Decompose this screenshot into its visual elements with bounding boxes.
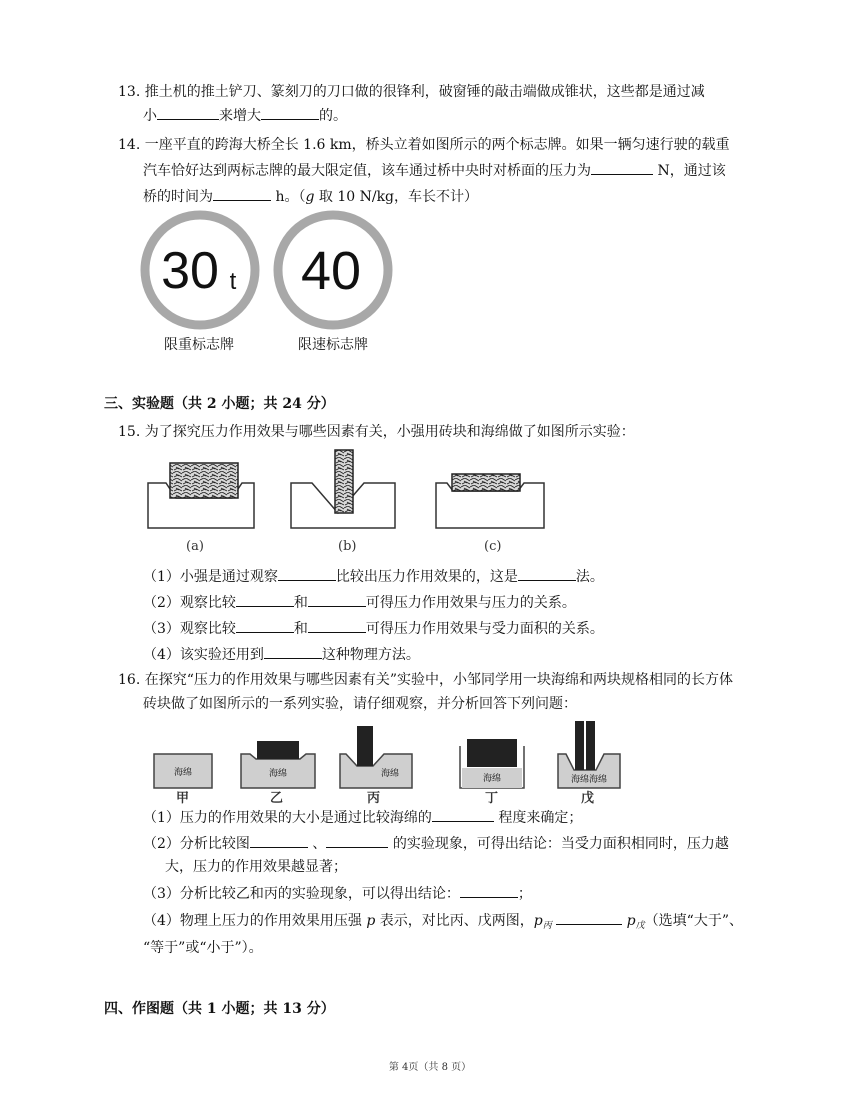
- q16-p4-sub-bing: 丙: [542, 921, 552, 931]
- q15-p2-text-b: 和: [293, 595, 308, 611]
- q14-text-a: 汽车恰好达到两标志牌的最大限定值，该车通过桥中央时对桥面的压力为: [143, 163, 591, 179]
- weight-sign-caption: 限重标志牌: [164, 337, 234, 353]
- q15-p3-blank-1[interactable]: [236, 618, 294, 633]
- q16-wu-sponge-label: 海绵海绵: [570, 775, 608, 785]
- q16-p2-text-a: （2）分析比较图: [143, 836, 250, 852]
- q16-p4-text-a: （4）物理上压力的作用效果用压强: [143, 913, 367, 929]
- q16-p4-p-wu-letter: p: [626, 913, 636, 929]
- q15-p4-text-a: （4）该实验还用到: [143, 647, 264, 663]
- q15-p3-blank-2[interactable]: [308, 618, 366, 633]
- q16-p1-text-a: （1）压力的作用效果的大小是通过比较海绵的: [143, 810, 432, 826]
- weight-sign-unit: t: [229, 268, 237, 295]
- q15-figure: [146, 450, 556, 530]
- q16-fig-ding: [460, 739, 524, 788]
- q16-p2-text-c: 的实验现象，可得出结论：当受力面积相同时，压力越: [388, 836, 729, 852]
- q15-label-c: (c): [484, 539, 502, 554]
- q15-p2-blank-2[interactable]: [308, 592, 366, 607]
- q16-p3-text-b: ；: [517, 886, 532, 902]
- q13-blank-2[interactable]: [261, 105, 319, 120]
- q15-part4: [143, 644, 420, 665]
- page-footer: 第 4页（共 8 页）: [388, 1062, 472, 1073]
- speed-limit-sign: [273, 210, 393, 330]
- q16-p4-blank[interactable]: [556, 910, 622, 925]
- q16-part3: [143, 883, 532, 904]
- q16-p1-blank[interactable]: [432, 807, 494, 822]
- q16-p1-text-b: 程度来确定；: [493, 810, 583, 826]
- q15-p3-text-b: 和: [293, 621, 308, 637]
- q16-p4-sub-wu: 戊: [635, 921, 645, 931]
- section3-title: 三、实验题（共 2 小题；共 24 分）: [104, 396, 335, 412]
- q14-blank-force[interactable]: [591, 160, 653, 175]
- q13-blank-1[interactable]: [157, 105, 219, 120]
- q15-p1-text-a: （1）小强是通过观察: [143, 569, 278, 585]
- q16-label-jia: 甲: [176, 791, 190, 806]
- q14-line2: [143, 160, 726, 181]
- q16-p3-blank[interactable]: [460, 883, 518, 898]
- q13-text-a: 小: [143, 108, 157, 124]
- q15-fig-a: [148, 463, 254, 528]
- q16-label-yi: 乙: [270, 791, 284, 806]
- q15-label-a: (a): [186, 539, 204, 554]
- speed-sign-caption: 限速标志牌: [298, 337, 368, 353]
- q16-p4-p-wu: [627, 913, 645, 929]
- q16-part2-cont: 大，压力的作用效果越显著；: [165, 859, 347, 875]
- q15-part1: [143, 566, 604, 587]
- q16-part1: [143, 807, 582, 828]
- q16-fig-bing: [340, 726, 412, 788]
- q14-line3: [143, 186, 478, 207]
- q15-p1-text-b: 比较出压力作用效果的，这是: [335, 569, 518, 585]
- q16-fig-jia: [154, 754, 212, 788]
- q15-intro: 15. 为了探究压力作用效果与哪些因素有关，小强用砖块和海绵做了如图所示实验：: [118, 424, 635, 440]
- q16-bing-sponge-label: 海绵: [380, 769, 400, 779]
- q15-label-b: (b): [338, 539, 357, 554]
- q16-p2-text-b: 、: [307, 836, 327, 852]
- q16-p4-text-b: 表示，对比丙、戊两图，: [375, 913, 534, 929]
- q14-g-symbol: g: [305, 189, 315, 205]
- q13-line2: [143, 105, 347, 126]
- q16-p2-blank-1[interactable]: [250, 833, 308, 848]
- q13-text-b: 来增大: [219, 108, 261, 124]
- q16-label-bing: 丙: [367, 791, 381, 806]
- q14-line1: 14. 一座平直的跨海大桥全长 1.6 km，桥头立着如图所示的两个标志牌。如果一辆匀速行驶的载重: [118, 137, 730, 153]
- q16-label-ding: 丁: [485, 791, 499, 806]
- q16-fig-wu: [558, 721, 620, 788]
- q15-p1-blank-1[interactable]: [278, 566, 336, 581]
- q14-text-c: 桥的时间为: [143, 189, 213, 205]
- q15-p2-text-a: （2）观察比较: [143, 595, 236, 611]
- weight-sign-number: 30: [161, 242, 219, 300]
- q15-fig-c: [436, 474, 544, 528]
- q16-ding-sponge-label: 海绵: [482, 774, 502, 784]
- q16-figure: [150, 718, 630, 803]
- section4-title: 四、作图题（共 1 小题；共 13 分）: [104, 1001, 335, 1017]
- q16-label-wu: 戊: [581, 791, 595, 806]
- q16-intro-1: 16. 在探究“压力的作用效果与哪些因素有关”实验中，小邹同学用一块海绵和两块规格相同的长方体: [118, 672, 734, 688]
- q15-p3-text-a: （3）观察比较: [143, 621, 236, 637]
- q14-blank-time[interactable]: [213, 186, 271, 201]
- q16-intro-2: 砖块做了如图所示的一系列实验，请仔细观察，并分析回答下列问题：: [143, 696, 577, 712]
- q15-p1-text-c: 法。: [575, 569, 604, 585]
- q15-p3-text-c: 可得压力作用效果与受力面积的关系。: [365, 621, 604, 637]
- q15-fig-b: [291, 450, 395, 528]
- q13-text-c: 的。: [319, 108, 347, 124]
- q16-jia-sponge-label: 海绵: [173, 768, 193, 778]
- q16-fig-yi: [241, 741, 315, 788]
- q15-p1-blank-2[interactable]: [518, 566, 576, 581]
- q16-part4-cont: “等于”或“小于”）。: [143, 940, 263, 956]
- speed-sign-number: 40: [300, 241, 362, 301]
- q15-p2-text-c: 可得压力作用效果与压力的关系。: [365, 595, 576, 611]
- q16-p4-p-bing-letter: p: [533, 913, 543, 929]
- q15-p4-blank[interactable]: [264, 644, 322, 659]
- q14-text-b: N，通过该: [653, 163, 726, 179]
- q14-text-d: h。（: [271, 189, 306, 205]
- q16-p4-p-symbol: p: [366, 913, 376, 929]
- q14-text-e: 取 10 N/kg，车长不计）: [314, 189, 479, 205]
- weight-limit-sign: [140, 210, 260, 330]
- q15-part2: [143, 592, 576, 613]
- q16-part4: [143, 910, 743, 936]
- q16-p2-blank-2[interactable]: [326, 833, 388, 848]
- q16-p4-text-c: （选填“大于”、: [644, 913, 743, 929]
- q15-p4-text-b: 这种物理方法。: [321, 647, 420, 663]
- q15-p2-blank-1[interactable]: [236, 592, 294, 607]
- q13-line1: 13. 推土机的推土铲刀、篆刻刀的刀口做的很锋利，破窗锤的敲击端做成锥状，这些都是通过减: [118, 84, 705, 100]
- q16-p3-text-a: （3）分析比较乙和丙的实验现象，可以得出结论：: [143, 886, 460, 902]
- q15-part3: [143, 618, 604, 639]
- q16-yi-sponge-label: 海绵: [268, 769, 288, 779]
- q16-p4-p-bing: [534, 913, 552, 929]
- q16-part2: [143, 833, 729, 854]
